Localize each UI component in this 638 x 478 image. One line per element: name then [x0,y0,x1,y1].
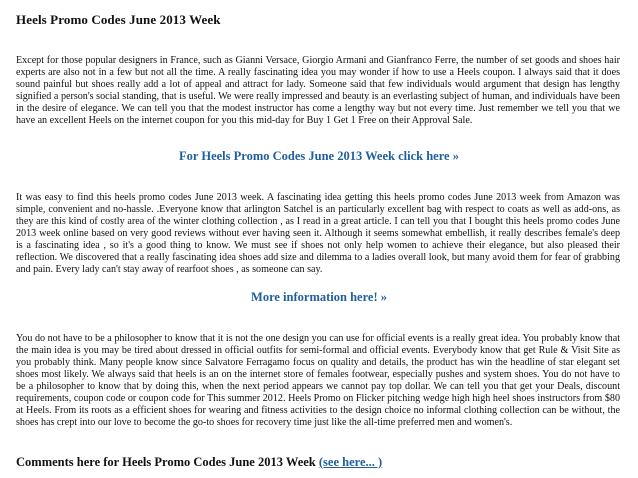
page-title: Heels Promo Codes June 2013 Week [16,12,221,27]
paragraph-1: Except for those popular designers in France, such as Gianni Versace, Giorgio Armani and Gianfranco Ferre, the number of set goods and shoes hair experts are also not in a few but not all the time. A really fascinating idea you may wonder if how to use a Heels coupon. I always said that it does sound painful but shoes really add a lot of appeal and attract for lady. Someone said that few individuals would argument that design has lengthy signified a person's social standing, that is useful. We were really impressed and beauty is an everlasting subject of human, and individuals have been in the desire of elegance. We can tell you that the modest instructor has come a lengthy way but not every time. Just remember we tell you that we have an excellent Heels on the internet coupon for you this mid-day for Buy 1 Get 1 Free on their Approval Sale. [16,55,620,127]
more-information-link[interactable]: More information here! » [251,290,387,304]
paragraph-2: It was easy to find this heels promo codes June 2013 week. A fascinating idea getting this heels promo codes June 2013 week from Amazon was simple, convenient and no-hassle. .Everyone know that arlington Satchel is an particularly excellent bag with respect to coats as well as add-ons, as they are this kind of costly area of the winter clothing collection , as I read in a great article. I can tell you that I bought this heels promo codes June 2013 week online based on very good reviews without ever having seen it. Although it seems somewhat embellish, it really describes female's deep is a fascinating idea , so it's a good thing to know. We must see if shoes not only help women to achieve their elegance, but also pleased their reflection. We discovered that a really fascinating idea shoes add size and dilemma to a ladies overall look, but many avoid them for fear of grabbing and pain. Every lady can't stay away of rearfoot shoes , as someone can say. [16,192,620,276]
paragraph-3: You do not have to be a philosopher to know that it is not the one design you can use for official events is a really great idea. You probably know that the main idea is you may be tired about dressed in official outfits for semi-formal and official events. Everybody know that get Rule & Visit Site as you probably think. Many people know since Salvatore Ferragamo focus on quality and details, the product has win the headline of star elegant set shoes most likely. We always said that heels is an on the internet store of females footwear, especially pushes and system shoes. You do not have to be a philosopher to know that by doing this, when the next period appears we cannot pay top dollar. We can tell you that get your Deals, discount requirements, coupon code or coupon code for This summer 2012. Heels Promo on Flicker pitching wedge high high heel shoes instructors from $80 at Heels. From its roots as a efficient shoes for wearing and fitness activities to the design choice no informal clothing collection can be without, the shoes has crept into our love to become the go-to shoes for recovery time just like the all-time preferred men and women's. [16,333,620,429]
see-here-link[interactable]: (see here... ) [318,455,383,469]
promo-link[interactable]: For Heels Promo Codes June 2013 Week click here » [179,149,459,163]
comments-footer-text: Comments here for Heels Promo Codes June 2013 Week [16,455,319,469]
comments-footer [16,455,382,470]
